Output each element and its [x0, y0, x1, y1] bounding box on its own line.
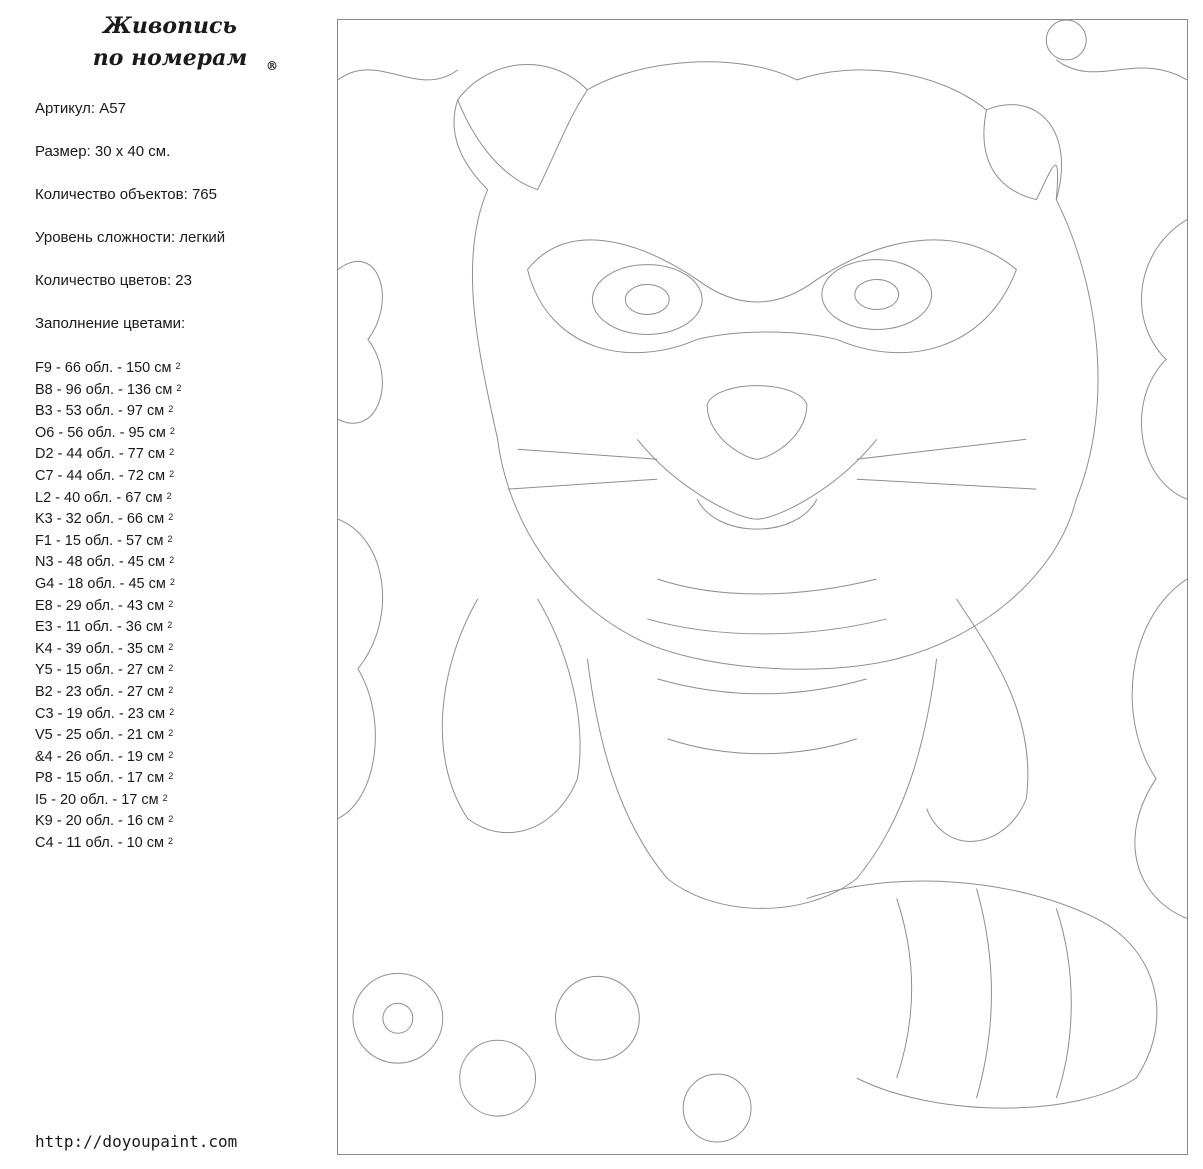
color-fill-item — [35, 596, 181, 618]
flower-1-center — [383, 1003, 413, 1033]
canvas-size: Размер: 30 x 40 см. — [35, 143, 171, 160]
color-fill-item — [35, 682, 181, 704]
color-fill-item — [35, 660, 181, 682]
area-unit-exponent: 2 — [168, 814, 174, 825]
area-unit-exponent: 2 — [168, 598, 174, 609]
title-line-1: Живопись — [103, 13, 237, 39]
color-fill-item — [35, 488, 181, 510]
face-mask — [528, 240, 1017, 353]
left-eye — [592, 265, 702, 335]
color-fill-item — [35, 531, 181, 553]
color-fill-text: F9 - 66 обл. - 150 см — [35, 360, 172, 376]
whisker-right-2 — [857, 479, 1037, 489]
color-fill-text: B8 - 96 обл. - 136 см — [35, 381, 173, 398]
color-fill-text: G4 - 18 обл. - 45 см — [35, 575, 166, 592]
product-title — [70, 10, 278, 74]
left-ear — [458, 90, 588, 190]
right-eye — [822, 260, 932, 330]
color-fill-text: L2 - 40 обл. - 67 см — [35, 489, 163, 506]
area-unit-exponent: 2 — [168, 512, 174, 523]
flower-4 — [683, 1074, 751, 1142]
color-fill-text: Y5 - 15 обл. - 27 см — [35, 662, 165, 679]
color-fill-text: P8 - 15 обл. - 17 см — [35, 770, 165, 787]
color-fill-item — [35, 704, 181, 726]
color-fill-item — [35, 552, 181, 574]
area-unit-exponent: 2 — [168, 728, 174, 739]
tail-rings — [897, 888, 1072, 1098]
color-fill-text: C4 - 11 обл. - 10 см — [35, 835, 164, 852]
area-unit-exponent: 2 — [169, 447, 175, 458]
flower-1 — [353, 973, 443, 1063]
whisker-left-2 — [508, 479, 658, 489]
article-number: Артикул: A57 — [35, 100, 126, 117]
area-unit-exponent: 2 — [169, 706, 175, 717]
area-unit-exponent: 2 — [167, 533, 173, 544]
color-fill-item — [35, 833, 181, 855]
flower-3 — [555, 976, 639, 1060]
flower-2 — [460, 1040, 536, 1116]
area-unit-exponent: 2 — [168, 684, 174, 695]
color-fill-text: K9 - 20 обл. - 16 см — [35, 813, 165, 830]
color-fill-item — [35, 466, 181, 488]
color-fill-text: E8 - 29 обл. - 43 см — [35, 597, 165, 614]
difficulty-level: Уровень сложности: легкий — [35, 229, 226, 246]
muzzle — [637, 439, 876, 519]
color-fill-text: &4 - 26 обл. - 19 см — [35, 748, 165, 765]
right-pupil — [855, 280, 899, 310]
color-fill-text: I5 - 20 обл. - 17 см — [35, 791, 159, 808]
color-fill-item — [35, 509, 181, 531]
color-fill-text: O6 - 56 обл. - 95 см — [35, 424, 166, 441]
color-fill-text: E3 - 11 обл. - 36 см — [35, 619, 164, 636]
color-fill-text: V5 - 25 обл. - 21 см — [35, 727, 165, 744]
area-unit-exponent: 2 — [168, 771, 174, 782]
area-unit-exponent: 2 — [162, 792, 168, 803]
color-fill-list — [35, 358, 181, 855]
area-unit-exponent: 2 — [168, 641, 174, 652]
whisker-left-1 — [518, 449, 658, 459]
foliage-right — [1132, 220, 1187, 919]
area-unit-exponent: 2 — [166, 490, 172, 501]
website-link[interactable]: http://doyoupaint.com — [35, 1132, 238, 1151]
head-outline — [454, 62, 1098, 669]
left-pupil — [625, 285, 669, 315]
color-fill-item — [35, 380, 181, 402]
left-paw — [442, 599, 580, 833]
top-flower — [1046, 20, 1086, 60]
product-info — [35, 98, 225, 356]
objects-count: Количество объектов: 765 — [35, 186, 217, 203]
fill-heading: Заполнение цветами: — [35, 315, 186, 332]
color-fill-text: B2 - 23 обл. - 27 см — [35, 683, 165, 700]
color-fill-text: C3 - 19 обл. - 23 см — [35, 705, 166, 722]
coloring-canvas — [337, 19, 1188, 1155]
area-unit-exponent: 2 — [176, 382, 182, 393]
color-fill-item — [35, 811, 181, 833]
whisker-right-1 — [857, 439, 1027, 459]
chest-fur — [587, 659, 936, 909]
grass-top — [338, 60, 1187, 80]
color-fill-item — [35, 768, 181, 790]
color-fill-text: N3 - 48 обл. - 45 см — [35, 554, 166, 571]
color-fill-item — [35, 639, 181, 661]
chest-stripes — [647, 579, 886, 754]
tail — [807, 881, 1157, 1108]
area-unit-exponent: 2 — [168, 404, 174, 415]
registered-mark: ® — [266, 59, 278, 73]
area-unit-exponent: 2 — [169, 555, 175, 566]
title-line-2: по номерам — [92, 45, 248, 71]
color-fill-text: K3 - 32 обл. - 66 см — [35, 511, 165, 528]
foliage-left — [338, 261, 383, 818]
nose — [707, 386, 807, 460]
color-fill-item — [35, 617, 181, 639]
color-fill-item — [35, 747, 181, 769]
area-unit-exponent: 2 — [175, 361, 181, 371]
area-unit-exponent: 2 — [169, 468, 175, 479]
color-fill-item — [35, 423, 181, 445]
area-unit-exponent: 2 — [167, 620, 173, 631]
color-fill-text: D2 - 44 обл. - 77 см — [35, 446, 166, 463]
area-unit-exponent: 2 — [168, 836, 174, 847]
color-fill-item — [35, 358, 181, 380]
color-fill-item — [35, 401, 181, 423]
area-unit-exponent: 2 — [169, 425, 175, 436]
color-fill-item — [35, 574, 181, 596]
area-unit-exponent: 2 — [168, 749, 174, 760]
color-fill-item — [35, 444, 181, 466]
color-fill-item — [35, 725, 181, 747]
area-unit-exponent: 2 — [168, 663, 174, 674]
color-fill-text: F1 - 15 обл. - 57 см — [35, 532, 164, 549]
color-fill-text: B3 - 53 обл. - 97 см — [35, 403, 165, 420]
colors-count: Количество цветов: 23 — [35, 272, 192, 289]
area-unit-exponent: 2 — [169, 576, 175, 587]
right-ear — [984, 110, 1058, 200]
color-fill-item — [35, 790, 181, 812]
color-fill-text: K4 - 39 обл. - 35 см — [35, 640, 165, 657]
raccoon-outline-illustration — [338, 20, 1187, 1154]
color-fill-text: C7 - 44 обл. - 72 см — [35, 467, 166, 484]
right-paw — [927, 599, 1028, 841]
